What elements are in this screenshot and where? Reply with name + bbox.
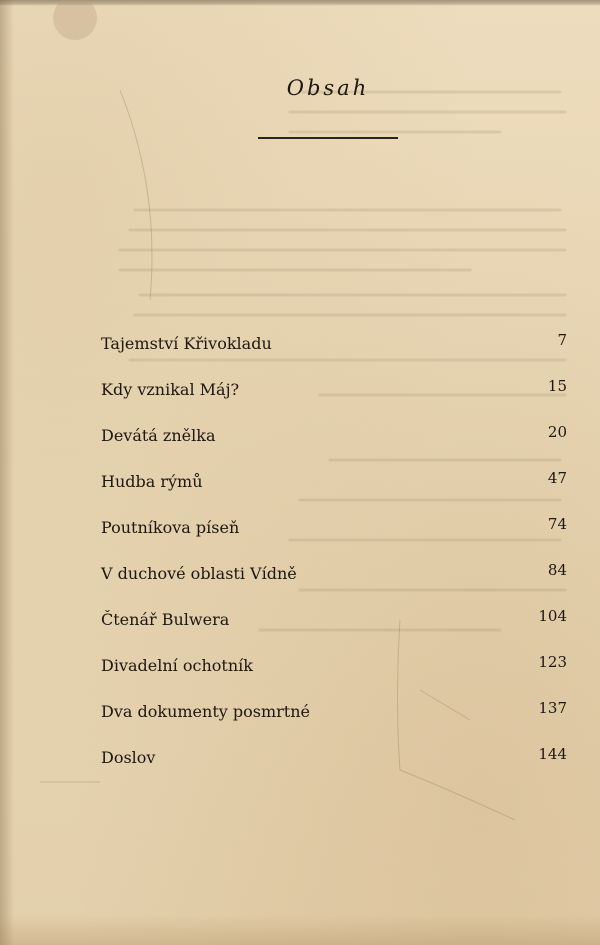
toc-entry-title: Devátá znělka — [101, 426, 216, 445]
toc-entry-title: Kdy vznikal Máj? — [101, 380, 240, 399]
toc-entry-page: 74 — [547, 515, 567, 533]
toc-entry-title: Tajemství Křivokladu — [101, 334, 272, 353]
toc-entry-title: Hudba rýmů — [101, 472, 203, 491]
toc-entry — [101, 562, 567, 608]
toc-entry — [101, 654, 567, 700]
table-of-contents — [101, 332, 567, 792]
toc-entry-page: 137 — [538, 699, 567, 717]
toc-entry-title: Poutníkova píseň — [101, 518, 240, 537]
toc-entry — [101, 608, 567, 654]
contents-heading: Obsah — [286, 76, 370, 100]
toc-entry-title: Divadelní ochotník — [101, 656, 253, 675]
toc-entry — [101, 746, 567, 792]
toc-entry-page: 15 — [547, 377, 567, 395]
toc-entry-page: 123 — [538, 653, 567, 671]
toc-entry-title: Čtenář Bulwera — [101, 610, 230, 629]
toc-entry-page: 47 — [547, 469, 567, 487]
toc-entry — [101, 424, 567, 470]
page-left-edge — [0, 0, 14, 945]
page-top-edge — [0, 0, 600, 6]
toc-entry — [101, 332, 567, 378]
toc-entry — [101, 700, 567, 746]
heading-divider — [258, 137, 398, 139]
page-bottom-shadow — [0, 915, 600, 945]
toc-entry-page: 104 — [538, 607, 567, 625]
toc-entry-title: V duchové oblasti Vídně — [101, 564, 297, 583]
toc-entry — [101, 470, 567, 516]
toc-entry — [101, 378, 567, 424]
toc-entry-page: 84 — [547, 561, 567, 579]
toc-entry-page: 7 — [557, 331, 567, 349]
toc-entry-page: 144 — [538, 745, 567, 763]
toc-entry-page: 20 — [547, 423, 567, 441]
toc-entry-title: Dva dokumenty posmrtné — [101, 702, 310, 721]
toc-entry — [101, 516, 567, 562]
toc-entry-title: Doslov — [101, 748, 156, 767]
